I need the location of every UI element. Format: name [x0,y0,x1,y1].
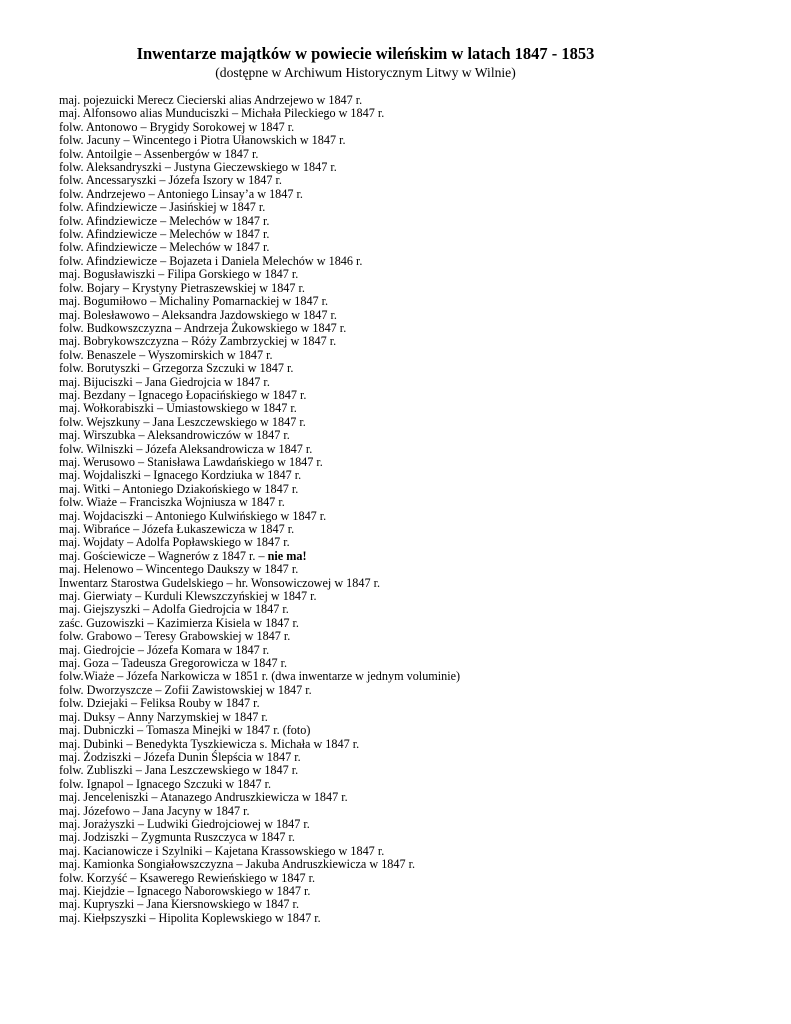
inventory-entry-text: maj. pojezuicki Merecz Ciecierski alias Andrzejewo w 1847 r. [59,93,363,107]
inventory-entry [59,389,460,402]
inventory-entry-text: maj. Wojdaciszki – Antoniego Kulwińskiego w 1847 r. [59,508,327,523]
inventory-entry [59,469,460,482]
inventory-entry [59,134,460,147]
inventory-entry-text: folw. Benaszele – Wyszomirskich w 1847 r. [59,347,273,362]
inventory-entry-text: maj. Wirszubka – Aleksandrowiczów w 1847 r. [59,428,290,443]
inventory-entry-text: maj. Wojdaty – Adolfa Popławskiego w 1847 r. [59,535,290,550]
inventory-entry-text: maj. Jenceleniszki – Atanazego Andruszkiewicza w 1847 r. [59,790,348,805]
inventory-entry [59,121,460,134]
inventory-entry-text: maj. Kiełpszyszki – Hipolita Koplewskiego w 1847 r. [59,910,321,925]
inventory-entry-text: folw.Wiaże – Józefa Narkowicza w 1851 r. (dwa inwentarze w jednym voluminie) [59,669,461,684]
inventory-entry [59,94,460,107]
inventory-entry-text: maj. Giejszyszki – Adolfa Giedrojcia w 1847 r. [59,602,289,617]
inventory-entry-text: maj. Alfonsowo alias Munduciszki – Michała Pileckiego w 1847 r. [59,106,385,121]
inventory-entry-text: maj. Jodziszki – Zygmunta Ruszczyca w 1847 r. [59,830,295,845]
inventory-entry-text: folw. Antonowo – Brygidy Sorokowej w 1847 r. [59,119,295,134]
inventory-entry-text: folw. Andrzejewo – Antoniego Linsay’a w 1847 r. [59,186,303,201]
inventory-entry [59,657,460,670]
inventory-entry-text: maj. Duksy – Anny Narzymskiej w 1847 r. [59,709,268,724]
inventory-entry-text: maj. Kiejdzie – Ignacego Naborowskiego w 1847 r. [59,883,311,898]
inventory-entry-text: maj. Goza – Tadeusza Gregorowicza w 1847 r. [59,656,288,671]
inventory-entry-text: maj. Wibrańce – Józefa Łukaszewicza w 1847 r. [59,522,295,536]
inventory-entry-text: maj. Witki – Antoniego Dziakońskiego w 1847 r. [59,481,299,496]
inventory-entry-text: maj. Kamionka Songiałowszczyzna – Jakuba Andruszkiewicza w 1847 r. [59,857,416,872]
inventory-entry-text: maj. Dubinki – Benedykta Tyszkiewicza s. Michała w 1847 r. [59,736,360,751]
inventory-entry [59,644,460,657]
inventory-entry [59,456,460,469]
inventory-entry [59,335,460,348]
inventory-entry [59,845,460,858]
inventory-entry [59,684,460,697]
inventory-entry [59,322,460,335]
inventory-list [59,94,460,925]
inventory-entry [59,523,460,536]
inventory-entry [59,724,460,737]
inventory-entry-text: folw. Grabowo – Teresy Grabowskiej w 1847 r. [59,629,291,644]
inventory-entry [59,818,460,831]
inventory-entry [59,402,460,415]
inventory-entry-text: folw. Borutyszki – Grzegorza Szczuki w 1847 r. [59,361,294,376]
inventory-entry [59,201,460,214]
inventory-entry-text: maj. Bezdany – Ignacego Łopacińskiego w 1847 r. [59,387,307,402]
document-title: Inwentarze majątków w powiecie wileńskim w latach 1847 - 1853 [136,44,595,63]
inventory-entry [59,791,460,804]
inventory-entry-text: folw. Wilniszki – Józefa Aleksandrowicza w 1847 r. [59,441,313,456]
inventory-entry-text: maj. Wołkorabiszki – Umiastowskiego w 1847 r. [59,401,297,416]
inventory-entry-text: folw. Dworzyszcze – Zofii Zawistowskiej w 1847 r. [59,682,312,697]
inventory-entry [59,697,460,710]
inventory-entry-text: maj. Gierwiaty – Kurduli Klewszczyńskiej w 1847 r. [59,589,317,604]
inventory-entry [59,483,460,496]
inventory-entry [59,550,460,563]
inventory-entry-text: folw. Budkowszczyzna – Andrzeja Żukowskiego w 1847 r. [59,320,347,335]
inventory-entry [59,268,460,281]
inventory-entry-text: maj. Wojdaliszki – Ignacego Kordziuka w 1847 r. [59,468,302,483]
inventory-entry [59,510,460,523]
inventory-entry [59,751,460,764]
inventory-entry-text: maj. Dubniczki – Tomasza Minejki w 1847 r. (foto) [59,723,311,738]
inventory-entry [59,617,460,630]
inventory-entry-text: folw. Korzyść – Ksawerego Rewieńskiego w 1847 r. [59,870,316,885]
inventory-entry-text: folw. Bojary – Krystyny Pietraszewskiej w 1847 r. [59,280,305,295]
inventory-entry [59,577,460,590]
inventory-entry-text: maj. Jorażyszki – Ludwiki Giedrojciowej w 1847 r. [59,816,310,831]
inventory-entry [59,630,460,643]
inventory-entry [59,429,460,442]
inventory-entry-text: Inwentarz Starostwa Gudelskiego – hr. Wonsowiczowej w 1847 r. [59,575,381,590]
inventory-entry [59,148,460,161]
inventory-entry-text: maj. Bobrykowszczyzna – Róży Zambrzyckiej w 1847 r. [59,334,337,349]
inventory-entry [59,161,460,174]
inventory-entry-text: folw. Afindziewicze – Melechów w 1847 r. [59,213,270,228]
inventory-entry-text: maj. Gościewicze – Wagnerów z 1847 r. – [59,548,268,563]
inventory-entry [59,764,460,777]
inventory-entry [59,603,460,616]
inventory-entry-text: folw. Wejszkuny – Jana Leszczewskiego w 1847 r. [59,414,306,429]
inventory-entry-text: folw. Afindziewicze – Melechów w 1847 r. [59,227,270,242]
inventory-entry-text: maj. Bolesławowo – Aleksandra Jazdowskiego w 1847 r. [59,307,337,322]
inventory-entry-text: folw. Dziejaki – Feliksa Rouby w 1847 r. [59,696,260,711]
inventory-entry [59,563,460,576]
inventory-entry [59,443,460,456]
inventory-entry-text: folw. Aleksandryszki – Justyna Gieczewskiego w 1847 r. [59,160,337,175]
inventory-entry-text: maj. Bogumiłowo – Michaliny Pomarnackiej w 1847 r. [59,294,329,309]
inventory-entry [59,228,460,241]
inventory-entry [59,885,460,898]
inventory-entry-text: maj. Kupryszki – Jana Kiersnowskiego w 1847 r. [59,897,299,912]
inventory-entry [59,912,460,925]
inventory-entry-text: folw. Afindziewicze – Melechów w 1847 r. [59,240,270,255]
inventory-entry [59,805,460,818]
inventory-entry [59,255,460,268]
inventory-entry [59,738,460,751]
inventory-entry [59,215,460,228]
inventory-entry-text: folw. Jacuny – Wincentego i Piotra Ułanowskich w 1847 r. [59,133,346,148]
inventory-entry [59,188,460,201]
inventory-entry-text: maj. Bogusławiszki – Filipa Gorskiego w 1847 r. [59,267,299,282]
inventory-entry [59,670,460,683]
inventory-entry-text: folw. Ignapol – Ignacego Szczuki w 1847 r. [59,776,272,791]
inventory-entry-text: maj. Helenowo – Wincentego Daukszy w 1847 r. [59,562,299,577]
inventory-entry-text: folw. Afindziewicze – Bojazeta i Daniela Melechów w 1846 r. [59,253,363,268]
inventory-entry-text: maj. Kacianowicze i Szylniki – Kajetana Krassowskiego w 1847 r. [59,843,385,858]
inventory-entry [59,416,460,429]
inventory-entry [59,831,460,844]
inventory-entry-text: folw. Antoilgie – Assenbergów w 1847 r. [59,146,259,161]
inventory-entry [59,349,460,362]
inventory-entry [59,858,460,871]
document-subtitle: (dostępne w Archiwum Historycznym Litwy w Wilnie) [215,65,516,80]
inventory-entry-text: folw. Zubliszki – Jana Leszczewskiego w 1847 r. [59,763,299,778]
inventory-entry-text: folw. Wiaże – Franciszka Wojniusza w 1847 r. [59,495,285,510]
inventory-entry [59,362,460,375]
inventory-entry [59,711,460,724]
inventory-entry-text: maj. Bijuciszki – Jana Giedrojcia w 1847 r. [59,374,270,389]
inventory-entry-text: folw. Ancessaryszki – Józefa Iszory w 1847 r. [59,173,282,188]
inventory-entry [59,496,460,509]
inventory-entry-text: zaśc. Guzowiszki – Kazimierza Kisiela w 1847 r. [59,615,299,630]
inventory-entry [59,898,460,911]
inventory-entry [59,590,460,603]
inventory-entry-text: maj. Józefowo – Jana Jacyny w 1847 r. [59,803,250,818]
inventory-entry [59,536,460,549]
inventory-entry [59,241,460,254]
inventory-entry-text: maj. Giedrojcie – Józefa Komara w 1847 r. [59,642,270,657]
inventory-entry [59,309,460,322]
inventory-entry-note: nie ma! [267,548,307,563]
inventory-entry-text: maj. Żodziszki – Józefa Dunin Ślepścia w 1847 r. [59,749,301,764]
inventory-entry [59,282,460,295]
inventory-entry-text: maj. Werusowo – Stanisława Lawdańskiego w 1847 r. [59,454,323,469]
inventory-entry-text: folw. Afindziewicze – Jasińskiej w 1847 r. [59,200,266,215]
inventory-entry [59,174,460,187]
inventory-entry [59,107,460,120]
inventory-entry [59,295,460,308]
inventory-entry [59,778,460,791]
inventory-entry [59,872,460,885]
inventory-entry [59,376,460,389]
